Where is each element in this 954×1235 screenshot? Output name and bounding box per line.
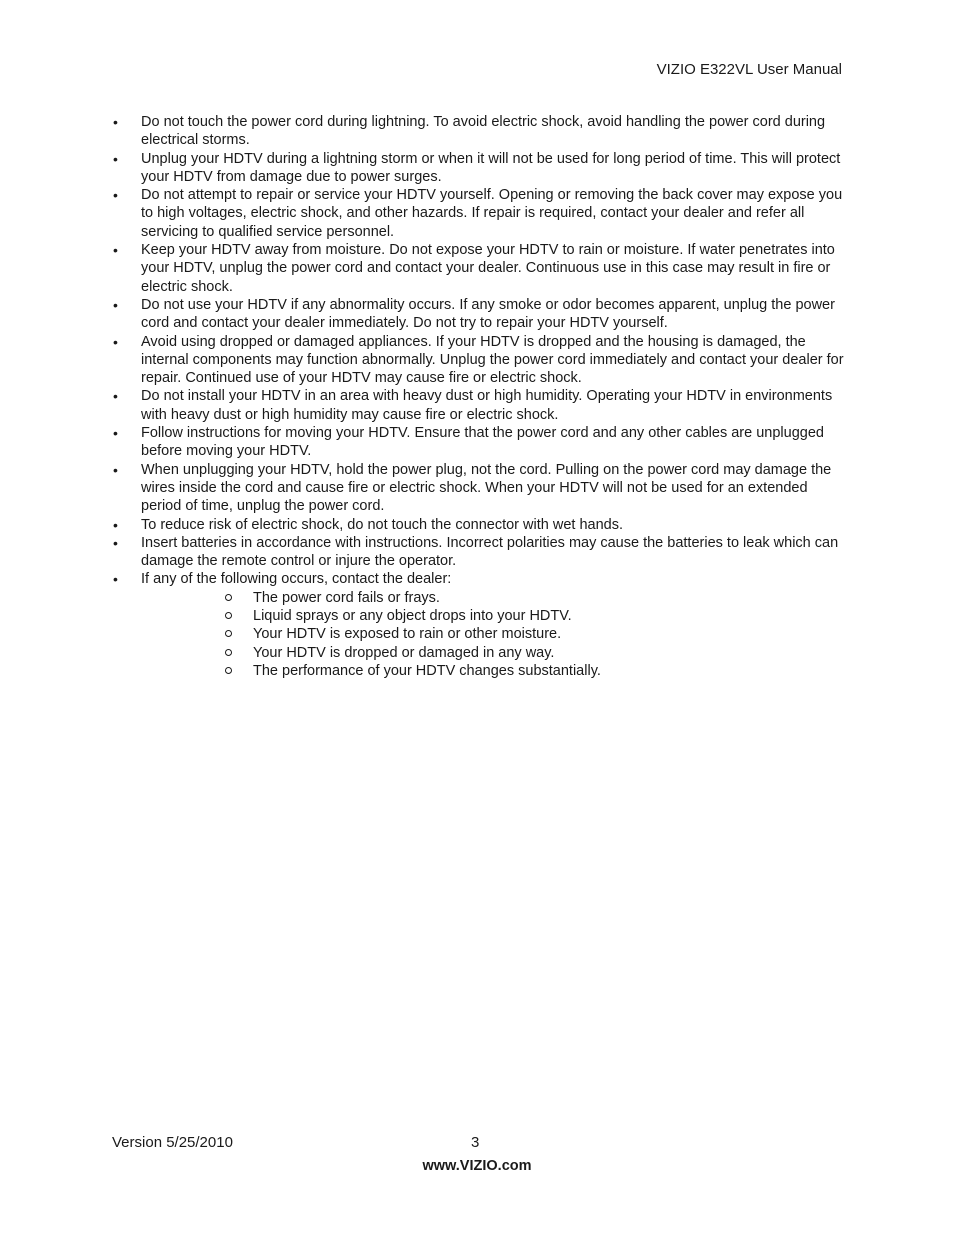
sub-list-item xyxy=(112,644,847,662)
sub-list-item xyxy=(112,662,847,680)
list-item-text: Do not install your HDTV in an area with heavy dust or high humidity. Operating your HDTV in environments with heavy dust or high humidity may cause fire or electric shock. xyxy=(141,388,833,423)
hollow-circle-bullet-icon xyxy=(225,594,232,601)
sub-list-item-text: The performance of your HDTV changes substantially. xyxy=(253,662,601,679)
list-item-text: Follow instructions for moving your HDTV. Ensure that the power cord and any other cables are unplugged before moving your HDTV. xyxy=(141,425,824,460)
hollow-circle-bullet-icon xyxy=(225,649,232,656)
list-item-text: When unplugging your HDTV, hold the power plug, not the cord. Pulling on the power cord may damage the wires inside the cord and cause fire or electric shock. When your HDTV will not be used for an extended period of time, unplug the power cord. xyxy=(141,461,832,515)
bullet-icon: • xyxy=(113,333,118,350)
bullet-icon: • xyxy=(113,425,118,442)
sub-list-item-text: Your HDTV is dropped or damaged in any way. xyxy=(253,644,555,661)
page-header-title: VIZIO E322VL User Manual xyxy=(656,61,842,78)
list-item xyxy=(112,296,847,333)
list-item xyxy=(112,516,847,534)
bullet-icon: • xyxy=(113,571,118,588)
list-item-text: Do not use your HDTV if any abnormality occurs. If any smoke or odor becomes apparent, unplug the power cord and contact your dealer immediately. Do not try to repair your HDTV yourself. xyxy=(141,296,835,332)
list-item xyxy=(112,534,847,571)
sub-list-item-text: Liquid sprays or any object drops into your HDTV. xyxy=(253,608,572,625)
bullet-icon: • xyxy=(113,242,118,259)
list-item xyxy=(112,424,847,461)
bullet-icon: • xyxy=(113,534,118,551)
list-item xyxy=(112,387,847,424)
list-item-text: Avoid using dropped or damaged appliances. If your HDTV is dropped and the housing is damaged, the internal components may function abnormally. Unplug the power cord immediately and contact your dealer for repair. Continued use of your HDTV may cause fire or electric shock. xyxy=(141,333,844,387)
hollow-circle-bullet-icon xyxy=(225,667,232,674)
bullet-icon: • xyxy=(113,388,118,405)
bullet-icon: • xyxy=(113,187,118,204)
bullet-icon: • xyxy=(113,296,118,313)
dealer-conditions-list xyxy=(112,589,847,680)
list-item xyxy=(112,461,847,516)
list-item xyxy=(112,241,847,296)
list-item-text: Insert batteries in accordance with instructions. Incorrect polarities may cause the batteries to leak which can damage the remote control or injure the operator. xyxy=(141,534,839,570)
list-item-text: Unplug your HDTV during a lightning storm or when it will not be used for long period of time. This will protect your HDTV from damage due to power surges. xyxy=(141,150,841,185)
list-item xyxy=(112,333,847,388)
hollow-circle-bullet-icon xyxy=(225,612,232,619)
footer-url: www.VIZIO.com xyxy=(422,1158,532,1174)
safety-bullet-list xyxy=(112,113,847,589)
bullet-icon: • xyxy=(113,516,118,533)
list-item xyxy=(112,570,847,588)
bullet-icon: • xyxy=(113,114,118,130)
bullet-icon: • xyxy=(113,150,118,167)
bullet-icon: • xyxy=(113,461,118,478)
list-item xyxy=(112,150,847,187)
list-item-text: To reduce risk of electric shock, do not touch the connector with wet hands. xyxy=(141,516,623,533)
list-item-text: Do not attempt to repair or service your HDTV yourself. Opening or removing the back cover may expose you to high voltages, electric shock, and other hazards. If repair is required, contact your dealer and refer all servicing to qualified service personnel. xyxy=(141,187,843,240)
sub-list-item xyxy=(112,625,847,643)
hollow-circle-bullet-icon xyxy=(225,630,232,637)
sub-list-item-text: Your HDTV is exposed to rain or other moisture. xyxy=(253,626,562,643)
list-item xyxy=(112,186,847,241)
list-item-text: If any of the following occurs, contact the dealer: xyxy=(141,571,452,588)
list-item xyxy=(112,113,847,150)
sub-list-item xyxy=(112,607,847,625)
footer-version: Version 5/25/2010 xyxy=(112,1134,233,1151)
sub-list-item xyxy=(112,589,847,607)
list-item-text: Do not touch the power cord during lightning. To avoid electric shock, avoid handling the power cord during electrical storms. xyxy=(141,114,826,149)
safety-instructions xyxy=(112,113,847,680)
page-number: 3 xyxy=(471,1134,480,1151)
list-item-text: Keep your HDTV away from moisture. Do not expose your HDTV to rain or moisture. If water penetrates into your HDTV, unplug the power cord and contact your dealer. Continuous use in this case may result in fire or electric shock. xyxy=(141,242,835,295)
sub-list-item-text: The power cord fails or frays. xyxy=(253,589,440,606)
